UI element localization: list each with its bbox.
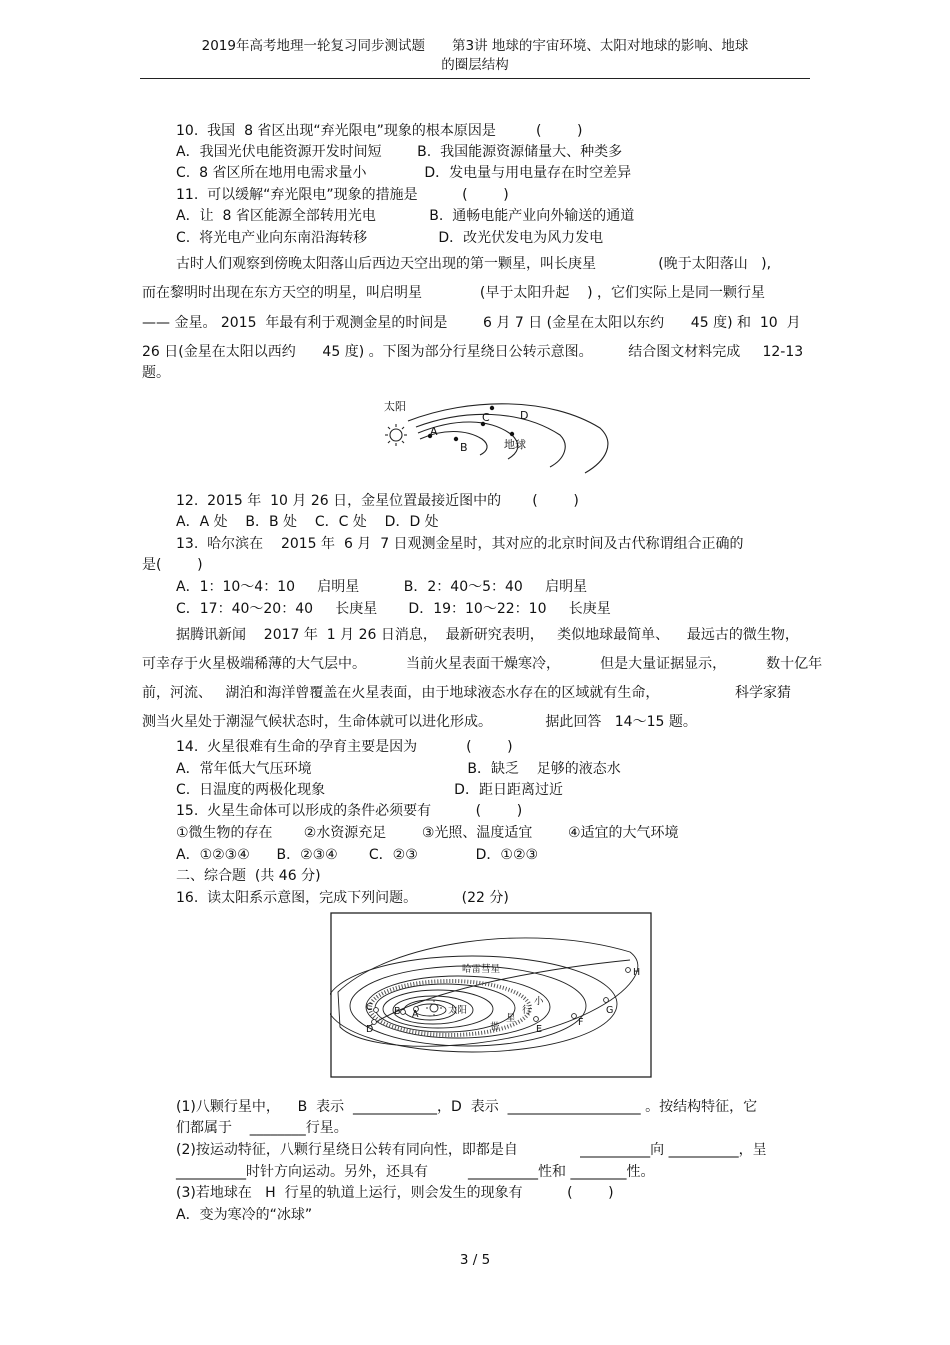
- text-line: C. 8 省区所在地用电需求量小 D．发电量与用电量存在时空差异: [176, 165, 632, 181]
- header-divider: [140, 78, 810, 79]
- page-header: [140, 37, 810, 75]
- sun-icon: [385, 424, 407, 446]
- fig2-label-e: E: [536, 1024, 543, 1035]
- fig1-label-b: B: [460, 441, 468, 454]
- text-line: 前，河流、 湖泊和海洋曾覆盖在火星表面，由于地球液态水存在的区域就有生命， 科学家猜: [142, 685, 792, 701]
- text-line: (2)按运动特征，八颗行星绕日公转有同向性，即都是自 __________向 __________，呈: [176, 1142, 767, 1158]
- fig1-sun-label: 太阳: [384, 400, 406, 413]
- text-line: A．1：10～4：10 启明星 B．2：40～5：40 启明星: [176, 579, 588, 595]
- text-line: 可幸存于火星极端稀薄的大气层中。 当前火星表面干燥寒冷， 但是大量证据显示， 数十亿年: [142, 656, 823, 672]
- fig2-belt-char-4: 带: [490, 1022, 500, 1033]
- text-line: ①微生物的存在 ②水资源充足 ③光照、温度适宜 ④适宜的大气环境: [176, 825, 679, 841]
- text-line: 12. 2015 年 10 月 26 日，金星位置最接近图中的 ( ): [176, 493, 579, 509]
- text-line: 题。: [142, 365, 170, 381]
- fig2-label-h: H: [633, 967, 641, 978]
- text-line: 是( ): [142, 557, 203, 573]
- text-line: (1)八颗行星中， B 表示 ____________，D 表示 ___________________ 。按结构特征，它: [176, 1099, 758, 1115]
- text-line: A．变为寒冷的“冰球”: [176, 1207, 313, 1223]
- fig2-label-d: D: [366, 1024, 374, 1035]
- text-line: C. 将光电产业向东南沿海转移 D．改光伏发电为风力发电: [176, 230, 604, 246]
- text-line: __________时针方向运动。另外，还具有 __________性和 ________性。: [176, 1164, 655, 1180]
- header-line-2: 的圈层结构: [441, 57, 509, 73]
- text-line: 古时人们观察到傍晚太阳落山后西边天空出现的第一颗星，叫长庚星 (晚于太阳落山 ),: [176, 256, 772, 272]
- text-line: A．我国光伏电能资源开发时间短 B. 我国能源资源储量大、种类多: [176, 144, 623, 160]
- text-line: C. 日温度的两极化现象 D．距日距离过近: [176, 782, 563, 798]
- text-line: A．①②③④ B．②③④ C．②③ D．①②③: [176, 847, 539, 863]
- text-line: 10. 我国 8 省区出现“弃光限电”现象的根本原因是 ( ): [176, 123, 583, 139]
- text-line: 测当火星处于潮湿气候状态时，生命体就可以进化形成。 据此回答 14～15 题。: [142, 714, 697, 730]
- text-line: C．17：40～20：40 长庚星 D．19：10～22：10 长庚星: [176, 601, 611, 617]
- fig2-label-f: F: [578, 1017, 584, 1028]
- fig2-label-c: C: [366, 1002, 373, 1013]
- fig2-belt-char-1: 小: [534, 996, 544, 1007]
- figure-solar-system: [330, 912, 652, 1078]
- text-line: A．A 处 B．B 处 C．C 处 D．D 处: [176, 514, 439, 530]
- text-line: 们都属于 ________行星。: [176, 1120, 348, 1136]
- fig2-belt-char-3: 星: [506, 1013, 516, 1024]
- fig2-sun-label: 太阳: [448, 1005, 468, 1016]
- text-line: 11. 可以缓解“弃光限电”现象的措施是 ( ): [176, 187, 509, 203]
- text-line: 13. 哈尔滨在 2015 年 6 月 7 日观测金星时，其对应的北京时间及古代称谓组合正确的: [176, 536, 744, 552]
- text-line: 14. 火星很难有生命的孕育主要是因为 ( ): [176, 739, 513, 755]
- fig2-label-g: G: [606, 1005, 614, 1016]
- text-line: 16. 读太阳系示意图，完成下列问题。 (22 分): [176, 890, 509, 906]
- fig2-label-b: B: [394, 1006, 401, 1017]
- fig2-belt-char-2: 行: [522, 1005, 532, 1016]
- fig2-comet-label: 哈雷彗星: [462, 964, 501, 975]
- text-line: 26 日(金星在太阳以西约 45 度) 。下图为部分行星绕日公转示意图。 结合图文材料完成 12-13: [142, 344, 804, 360]
- fig1-label-c: C: [482, 411, 490, 424]
- page-number: 3 / 5: [459, 1252, 491, 1268]
- fig1-label-a: A: [430, 425, 438, 438]
- header-line-1: 2019年高考地理一轮复习同步测试题 第3讲 地球的宇宙环境、太阳对地球的影响、地球: [201, 38, 749, 54]
- text-line: 据腾讯新闻 2017 年 1 月 26 日消息， 最新研究表明， 类似地球最简单、 最远古的微生物，: [176, 627, 799, 643]
- text-line: (3)若地球在 H 行星的轨道上运行，则会发生的现象有 ( ): [176, 1185, 614, 1201]
- figure-planet-orbits: [380, 393, 610, 478]
- text-line: A．让 8 省区能源全部转用光电 B. 通畅电能产业向外输送的通道: [176, 208, 635, 224]
- fig1-label-d: D: [520, 409, 529, 422]
- text-line: A．常年低大气压环境 B．缺乏 足够的液态水: [176, 761, 621, 777]
- fig2-label-a: A: [412, 1009, 419, 1020]
- text-line: 而在黎明时出现在东方天空的明星，叫启明星 (早于太阳升起 ) ，它们实际上是同一颗行星: [142, 285, 766, 301]
- text-line: 15. 火星生命体可以形成的条件必须要有 ( ): [176, 803, 523, 819]
- text-line: —— 金星。 2015 年最有利于观测金星的时间是 6 月 7 日 (金星在太阳以东约 45 度) 和 10 月: [142, 315, 801, 331]
- sun-icon: [426, 1000, 442, 1016]
- fig1-earth-label: 地球: [504, 438, 526, 451]
- text-line: 二、综合题 (共 46 分): [176, 868, 321, 884]
